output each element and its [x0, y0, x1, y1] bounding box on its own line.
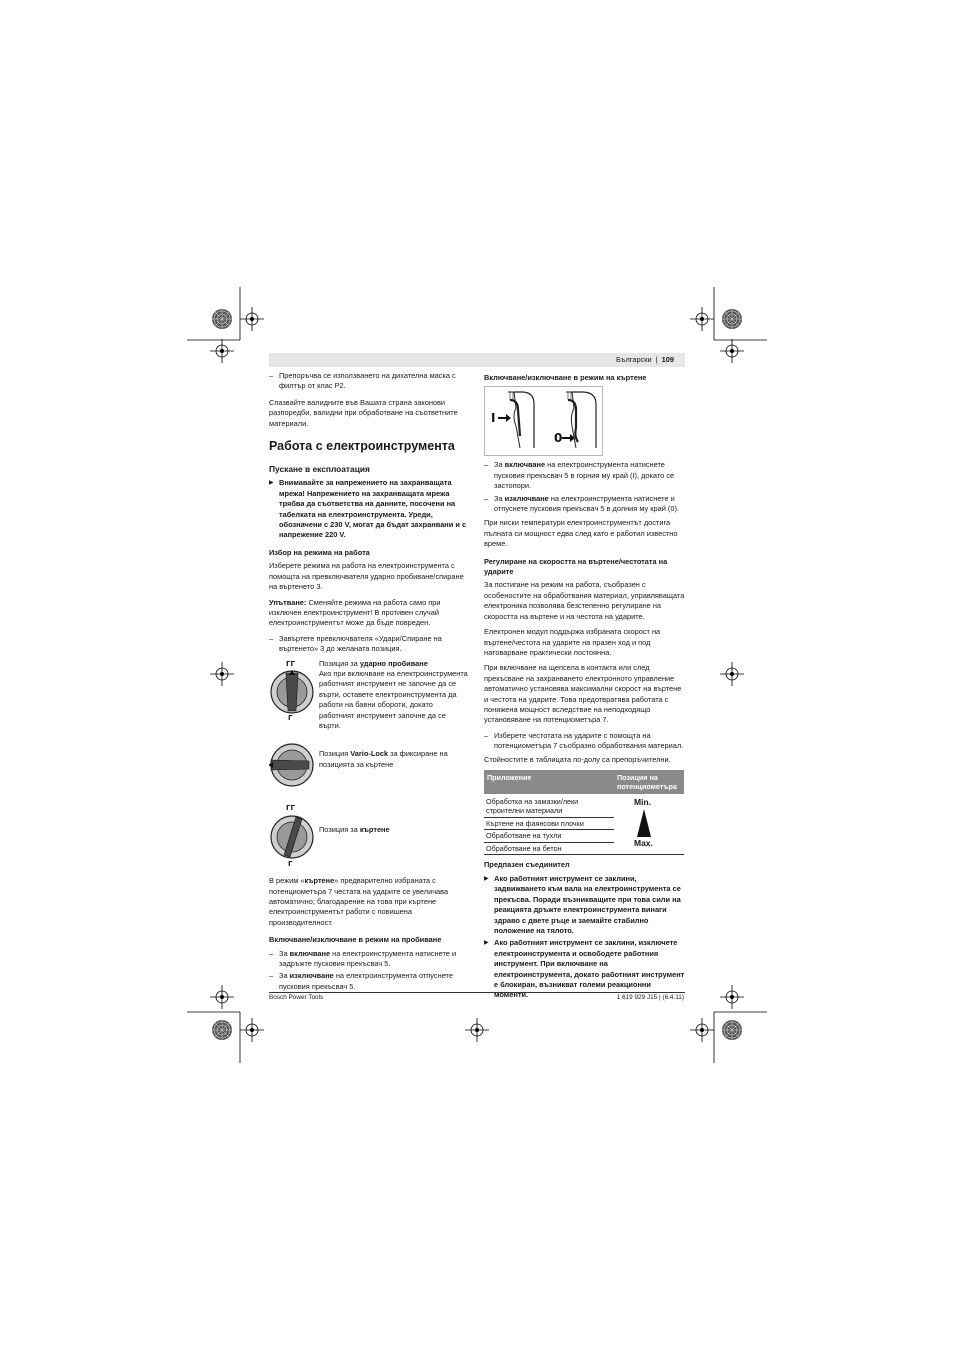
pot-min-label: Min.: [634, 797, 651, 808]
svg-text:I: I: [491, 411, 496, 426]
trigger-switch-illustration: [484, 386, 604, 456]
svg-text:Г: Г: [288, 859, 293, 867]
warning-clutch-2: ▶ Ако работният инструмент се заклини, изключете електроинструмента и освободете работния инструмент. При включване на електроинструмента, докато работният инструмент е блокиран, възникват големи реакционни моменти.: [484, 938, 685, 1000]
mode-hammer-drill: ΓΓ Г Позиция за ударно пробиване Ако при включване на електроинструмента работният инструмент не започне да се върти, оставете електроинструмента да работи на бавни обороти, докато работният инструмент започне да се върти.: [269, 659, 469, 732]
heading-speed: Регулиране на скоростта на въртене/честотата на ударите: [484, 556, 668, 577]
chisel-paragraph: В режим «къртене» предварително избраната с потенциометъра 7 честата на ударите се увеличава автоматично; благодарение на това при къртене електроинструментът работи с повишена производителност.: [269, 876, 449, 927]
mode-paragraph: Изберете режима на работа на електроинструмента с помощта на превключвателя ударно пробиване/спиране на въртенето 3.: [269, 561, 464, 592]
min-max-scale: [614, 794, 684, 855]
table-row: Обработване на бетон: [484, 842, 684, 855]
knob-chisel-icon: [269, 803, 315, 867]
table-intro: Стойностите в таблицата по-долу са препоръчителни.: [484, 754, 671, 764]
svg-text:0: 0: [554, 431, 563, 446]
heading-mode-select: Избор на режима на работа: [269, 547, 370, 557]
mode-vario-lock: Позиция Vario-Lock за фиксиране на позицията за къртене: [269, 737, 469, 796]
warning-clutch-1: ▶ Ако работният инструмент се заклини, задвижването към вала на електроинструмента се прекъсва. Поради възникващите при това сили на реакцията дръжте електроинструмента винаги здраво с двете ръце и заемайте стабилно положение на тялото.: [484, 874, 685, 936]
speed-paragraph-3: При включване на щепсела в контакта или след прекъсване на захранването електронното управление автоматично установява максимални скорост на въртене и честота на ударите. Това предотвратява работата с понижена мощност вследствие на неподходящо установяване на потенциометъра 7.: [484, 663, 682, 725]
header-section: Български: [616, 355, 652, 364]
pot-max-label: Max.: [634, 838, 653, 849]
table-bottom-rule: [484, 854, 684, 855]
speed-paragraph-1: За постигане на режим на работа, съобразен с особеностите на обработвания материал, управляващата електроника позволява безстепенно регулиране на скоростта на въртене и на честота на ударите.: [484, 580, 685, 621]
chisel-on: – За включване на електроинструмента натиснете пусковия прекъсвач 5 в горния му край (I), докато се застопори.: [484, 460, 685, 491]
triangle-scale-icon: [636, 809, 652, 837]
section-title: Работа с електроинструмента: [269, 439, 455, 454]
intro-paragraph: Спазвайте валидните във Вашата страна законови разпоредби, валидни при обработване на съответните материали.: [269, 397, 458, 428]
heading-chisel-switch: Включване/изключване в режим на къртене: [484, 373, 647, 382]
svg-text:Г: Г: [288, 713, 293, 721]
mode-dash: – Завъртете превключвателя «Удари/Спиране на въртенето» 3 до желаната позиция.: [269, 634, 469, 655]
cold-paragraph: При ниски температури електроинструментът достига пълната си мощност едва след като е работил известно време.: [484, 518, 678, 549]
warning-voltage: ▶ Внимавайте за напрежението на захранващата мрежа! Напрежението на захранващата мрежа трябва да съответства на данните, посочени на табелката на електроинструмента. Уреди, обозначени с 230 V, могат да бъдат захранвани и с напрежение 220 V.: [269, 478, 469, 540]
right-column: [484, 371, 685, 1007]
mode-chisel: ΓΓ Г Позиция за къртене: [269, 803, 469, 870]
chisel-off: – За изключване на електроинструмента натиснете и отпуснете пусковия прекъсвач 5 в долния му край (0).: [484, 494, 685, 515]
svg-text:ΓΓ: ΓΓ: [286, 659, 295, 668]
left-column: [269, 371, 469, 994]
speed-dash: – Изберете честотата на ударите с помощта на потенциометъра 7 съобразно обработвания материал.: [484, 731, 685, 752]
table-row: Обработване на тухли: [484, 830, 684, 843]
table-header-application: Приложение: [484, 770, 614, 794]
drill-on: – За включване на електроинструмента натиснете и задръжте пусковия прекъсвач 5.: [269, 949, 469, 970]
drill-off: – За изключване на електроинструмента отпуснете пусковия прекъсвач 5.: [269, 971, 469, 992]
heading-drill-switch: Включване/изключване в режим на пробиване: [269, 935, 442, 945]
footer-brand: Bosch Power Tools: [269, 994, 324, 1001]
potentiometer-table: [484, 770, 684, 856]
intro-dash: – Препоръчва се използването на дихателна маска с филтър от клас Р2.: [269, 371, 469, 392]
speed-paragraph-2: Електронен модул поддържа избраната скорост на въртене/честота на ударите на празен ход и под натоварване практически постоянна.: [484, 627, 661, 657]
pos1-text: Ако при включване на електроинструмента работният инструмент не започне да се върти, оставете електроинструмента да работи на бавни обороти, докато работният инструмент започне да се върти.: [319, 668, 468, 730]
table-header-position: Позиция на потенциометъра: [614, 770, 684, 794]
table-row: Обработка на замазки/леки строителни материали Min. Max.: [484, 794, 684, 818]
svg-text:ΓΓ: ΓΓ: [286, 803, 295, 812]
table-row: Къртене на фаянсови плочки: [484, 817, 684, 830]
knob-hammer-icon: [269, 659, 315, 721]
knob-vario-lock-icon: [269, 737, 315, 793]
page-header: Български | 109: [616, 355, 674, 364]
heading-clutch: Предпазен съединител: [484, 860, 570, 870]
table-header-row: [484, 770, 684, 794]
mode-note: Упътване: Сменяйте режима на работа само при изключен електроинструмент! В противен случай електроинструментът може да бъде повреден.: [269, 597, 441, 628]
footer-doc-id: 1 619 929 J15 | (6.4.11): [616, 994, 684, 1001]
subsection-start: Пускане в експлоатация: [269, 464, 370, 475]
footer-rule: [269, 992, 685, 993]
page-number: 109: [661, 355, 674, 364]
